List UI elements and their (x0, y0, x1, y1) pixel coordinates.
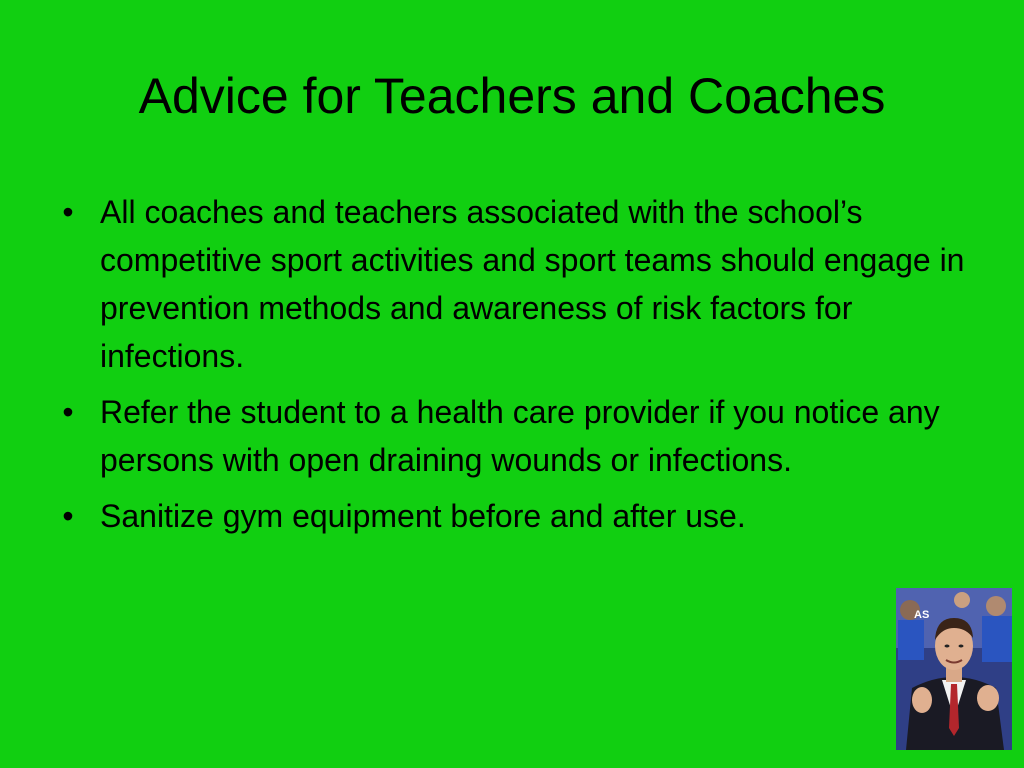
bullet-text: Sanitize gym equipment before and after use. (100, 498, 746, 534)
crowd-jersey-text: AS (914, 609, 930, 621)
bullet-text: Refer the student to a health care provider if you notice any persons with open draining wounds or infections. (100, 394, 940, 478)
bullet-list (58, 188, 968, 548)
bullet-dot-icon: • (62, 498, 74, 534)
bullet-item (58, 188, 968, 380)
bullet-dot-icon: • (62, 194, 74, 230)
bullet-item (58, 388, 968, 484)
coach-photo (896, 588, 1012, 750)
slide-title: Advice for Teachers and Coaches (138, 68, 886, 124)
coach-illustration (896, 588, 1012, 750)
bullet-dot-icon: • (62, 394, 74, 430)
bullet-item (58, 492, 968, 540)
bullet-text: All coaches and teachers associated with the school’s competitive sport activities and sport teams should engage in prevention methods and awareness of risk factors for infections. (100, 194, 965, 374)
